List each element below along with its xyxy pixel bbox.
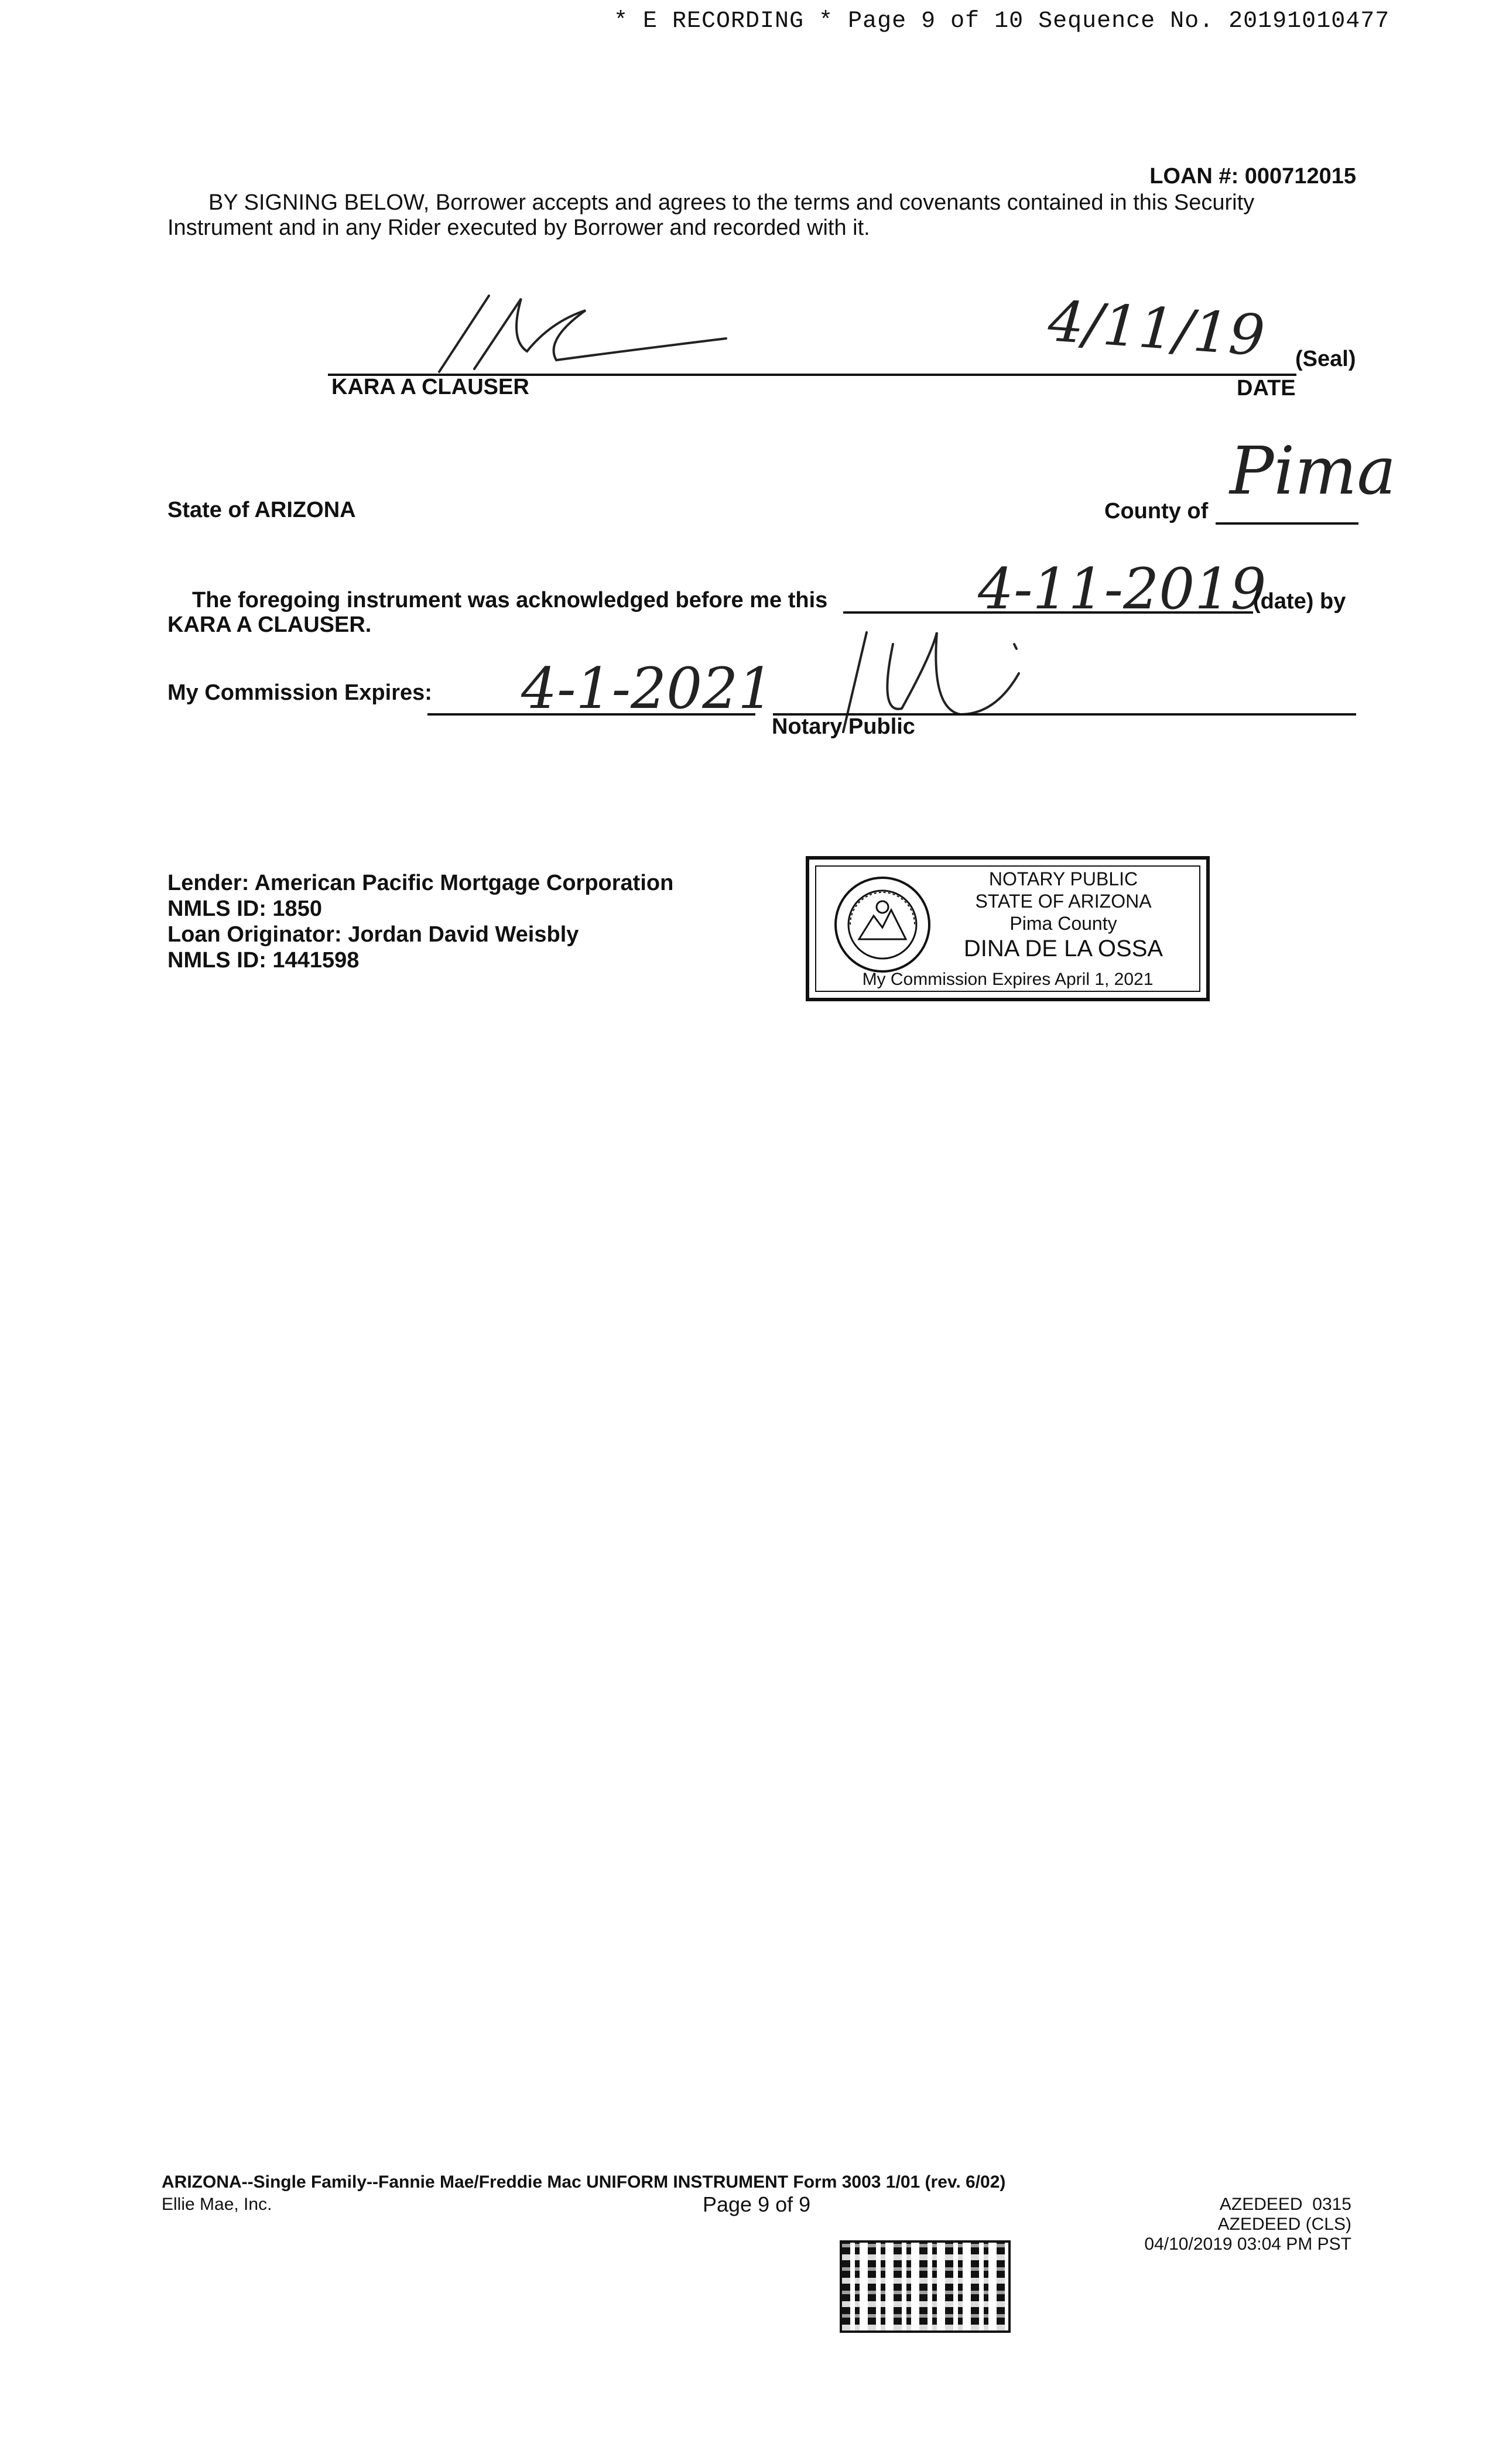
intro-line-2: Instrument and in any Rider executed by Borrower and recorded with it. [167,215,870,240]
recording-stamp: * E RECORDING * Page 9 of 10 Sequence No. 20191010477 [614,8,1390,35]
lender-name: Lender: American Pacific Mortgage Corporation [167,871,674,895]
borrower-date-label: DATE [1237,376,1296,401]
borrower-date-handwritten: 4/11/19 [1046,288,1267,369]
borrower-name: KARA A CLAUSER [331,375,529,399]
footer-page: Page 9 of 9 [703,2192,811,2216]
county-label: County of [1104,499,1209,523]
loan-originator: Loan Originator: Jordan David Weisbly [167,922,579,947]
acknowledgment-date-handwritten: 4-11-2019 [978,556,1267,622]
notary-public-label: Notary Public [772,714,915,739]
footer-form-title: ARIZONA--Single Family--Fannie Mae/Freddie Mac UNIFORM INSTRUMENT Form 3003 1/01 (rev. 6/02) [162,2172,1006,2192]
acknowledgment-date-line [843,611,1253,614]
acknowledgment-suffix: (date) by [1253,589,1346,614]
borrower-signature [433,287,738,375]
footer-code-2: AZEDEED (CLS) [1217,2215,1351,2234]
loan-label: LOAN #: [1149,164,1239,189]
county-line [1216,522,1358,525]
stamp-line-name: DINA DE LA OSSA [963,936,1163,961]
loan-number: 000712015 [1244,164,1356,189]
commission-label: My Commission Expires: [167,680,432,705]
loan-number-line [1149,164,1356,189]
stamp-line-state: STATE OF ARIZONA [975,891,1152,912]
borrower-seal-label: (Seal) [1295,347,1356,371]
stamp-line-expires: My Commission Expires April 1, 2021 [862,970,1154,989]
notary-stamp [806,856,1210,1001]
footer-codes [1144,2195,1351,2254]
stamp-text [932,868,1195,963]
commission-date-handwritten: 4-1-2021 [521,656,774,721]
intro-line-1: BY SIGNING BELOW, Borrower accepts and agrees to the terms and covenants contained in this Security [208,190,1255,215]
datamatrix-barcode [842,2243,1008,2330]
state-label: State of ARIZONA [167,498,356,522]
acknowledgment-name: KARA A CLAUSER. [167,612,372,637]
arizona-state-seal-icon [833,875,932,974]
footer-timestamp: 04/10/2019 03:04 PM PST [1144,2234,1351,2254]
footer-publisher: Ellie Mae, Inc. [162,2195,272,2214]
stamp-line-notary: NOTARY PUBLIC [988,868,1138,889]
stamp-line-county: Pima County [1009,913,1117,934]
footer-code-1: AZEDEED 0315 [1219,2195,1351,2214]
originator-nmls: NMLS ID: 1441598 [167,948,360,973]
acknowledgment-text: The foregoing instrument was acknowledged before me this [192,588,828,612]
lender-info [167,870,673,973]
lender-nmls: NMLS ID: 1850 [167,896,322,921]
county-handwritten: Pima [1230,433,1397,509]
commission-date-line [427,713,755,716]
